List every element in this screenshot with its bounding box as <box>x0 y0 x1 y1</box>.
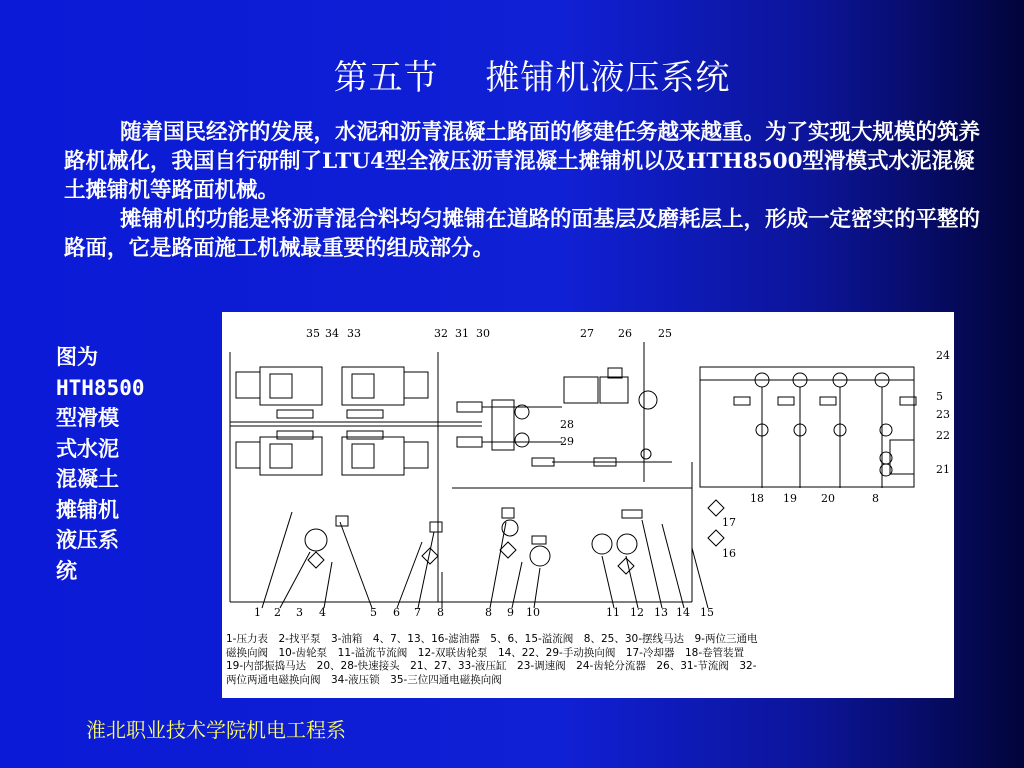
part-number: 3 <box>296 606 303 619</box>
part-number: 20 <box>821 492 835 505</box>
component-numbers <box>254 327 950 619</box>
part-number: 27 <box>580 327 594 340</box>
part-number: 33 <box>347 327 361 340</box>
legend-line: 两位两通电磁换向阀 34-液压锁 35-三位四通电磁换向阀 <box>226 673 502 686</box>
part-number: 8 <box>437 606 444 619</box>
part-number: 34 <box>325 327 339 340</box>
part-number: 6 <box>393 606 400 619</box>
footer-institution: 淮北职业技术学院机电工程系 <box>86 718 346 742</box>
part-number: 7 <box>414 606 421 619</box>
caption-line: 式水泥 <box>56 436 119 461</box>
part-number: 9 <box>507 606 514 619</box>
part-number: 8 <box>485 606 492 619</box>
part-number: 29 <box>560 435 574 448</box>
caption-line: HTH8500 <box>56 375 145 400</box>
part-number: 30 <box>476 327 490 340</box>
part-number: 12 <box>630 606 644 619</box>
part-number: 1 <box>254 606 261 619</box>
paragraph: 随着国民经济的发展，水泥和沥青混凝土路面的修建任务越来越重。为了实现大规模的筑养路机械化，我国自行研制了LTU4型全液压沥青混凝土摊铺机以及HTH8500型滑模式水泥混凝土摊铺机等路面机械。 <box>64 120 981 203</box>
schematic-lines <box>230 342 916 608</box>
part-number: 35 <box>306 327 320 340</box>
part-number: 13 <box>654 606 668 619</box>
part-number: 18 <box>750 492 764 505</box>
part-number: 25 <box>658 327 672 340</box>
part-number: 11 <box>606 606 620 619</box>
slide-title: 第五节 摊铺机液压系统 <box>333 58 731 98</box>
part-number: 23 <box>936 408 950 421</box>
part-number: 28 <box>560 418 574 431</box>
part-number: 8 <box>872 492 879 505</box>
part-number: 4 <box>319 606 326 619</box>
legend-line: 1-压力表 2-找平泵 3-油箱 4、7、13、16-滤油器 5、6、15-溢流阀 8、25、30-摆线马达 9-两位三通电 <box>226 633 758 645</box>
part-number: 21 <box>936 463 950 476</box>
caption-line: 液压系 <box>56 528 119 552</box>
hydraulic-schematic <box>222 312 954 632</box>
part-number: 5 <box>936 390 943 403</box>
body-text <box>64 118 984 263</box>
part-number: 31 <box>455 327 469 340</box>
caption-line: 混凝土 <box>56 467 119 491</box>
paragraph: 摊铺机的功能是将沥青混合料均匀摊铺在道路的面基层及磨耗层上，形成一定密实的平整的路面，它是路面施工机械最重要的组成部分。 <box>64 207 981 261</box>
part-number: 22 <box>936 429 950 442</box>
part-number: 14 <box>676 606 690 619</box>
part-number: 32 <box>434 327 448 340</box>
legend-line: 19-内部振捣马达 20、28-快速接头 21、27、33-液压缸 23-调速阀 24-齿轮分流器 26、31-节流阀 32- <box>226 660 757 673</box>
part-number: 24 <box>936 349 950 362</box>
part-number: 2 <box>274 606 281 619</box>
part-number: 17 <box>722 516 736 529</box>
part-number: 16 <box>722 547 736 560</box>
figure-caption <box>56 342 156 586</box>
legend-line: 磁换向阀 10-齿轮泵 11-溢流节流阀 12-双联齿轮泵 14、22、29-手动换向阀 17-冷却器 18-卷管装置 <box>226 646 745 659</box>
part-number: 15 <box>700 606 714 619</box>
caption-line: 摊铺机 <box>56 497 119 522</box>
part-number: 19 <box>783 492 797 505</box>
caption-line: 统 <box>56 558 77 583</box>
part-number: 5 <box>370 606 377 619</box>
figure-legend <box>226 633 950 687</box>
caption-line: 型滑模 <box>56 406 119 430</box>
part-number: 26 <box>618 327 632 340</box>
hydraulic-schematic-figure <box>222 312 954 698</box>
part-number: 10 <box>526 606 540 619</box>
caption-line: 图为 <box>56 345 98 369</box>
